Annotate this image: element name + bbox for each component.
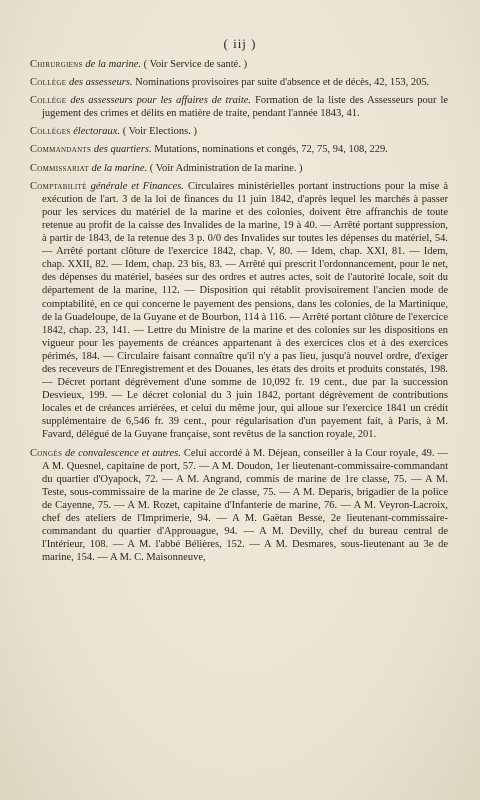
entry-heading: Colléges: [30, 126, 71, 138]
entry-heading: Commissariat: [30, 162, 89, 174]
entry-qualifier: des quartiers.: [93, 144, 152, 156]
entry-qualifier: de convalescence et autres.: [65, 447, 181, 459]
index-entry: [30, 76, 448, 89]
entry-qualifier: générale et Finances.: [90, 180, 184, 192]
entry-heading: Comptabilité: [30, 180, 87, 192]
index-entry: [30, 94, 448, 120]
entry-body: ( Voir Elections. ): [122, 126, 197, 138]
entry-qualifier: des assesseurs pour les affaires de traite.: [70, 95, 252, 107]
index-entry: [30, 447, 448, 565]
page-number: ( iij ): [223, 36, 257, 51]
entry-qualifier: de la marine.: [91, 162, 148, 174]
entry-heading: Collége: [30, 77, 67, 89]
entry-heading: Collége: [30, 95, 67, 107]
entry-qualifier: de la marine.: [85, 59, 142, 70]
entry-body: Mutations, nominations et congés, 72, 75, 94, 108, 229.: [154, 144, 388, 156]
index-entry: [30, 162, 448, 175]
entry-body: Nominations provisoires par suite d'absence et de décès, 42, 153, 205.: [135, 77, 430, 89]
index-entry: [30, 125, 448, 138]
entry-body: Celui accordé à M. Déjean, conseiller à la Cour royale, 49. — A M. Quesnel, capitaine de port, 57. — A M. Doudon, 1er lieutenant-commissaire-commandant du quartier d'Oyapock, 72. — A M. Angrand, commis de marine de 1re classe, 75. — A M. Teste, sous-commissaire de la marine de 2e classe, 75. — A M. Deparis, brigadier de la police de Cayenne, 75. — A M. Rozet, capitaine d'Infanterie de marine, 76. — A M. Veyron-Lacroix, chef des ateliers de l'Imprimerie, 94. — A M. Gaëtan Besse, 2e lieutenant-commissaire-commandant du quartier d'Approuague, 94. — A M. Devilly, chef du bureau central de l'Intérieur, 108. — A M. l'abbé Bélières, 152. — A M. Desmares, sous-lieutenant au 3e de marine, 154. — A M. C. Maisonneuve,: [42, 447, 449, 564]
index-entry: [30, 143, 448, 156]
entry-qualifier: électoraux.: [73, 126, 121, 138]
entry-heading: Commandants: [30, 144, 92, 156]
entry-heading: Congés: [30, 447, 63, 459]
entry-heading: Chirurgiens: [30, 59, 83, 70]
entry-body: ( Voir Service de santé. ): [143, 59, 248, 70]
index-content: [30, 58, 448, 569]
index-entry: [30, 180, 448, 442]
index-entry: [30, 58, 448, 71]
entry-body: ( Voir Administration de la marine. ): [149, 162, 303, 174]
entry-body: Formation de la liste des Assesseurs pour le jugement des crimes et délits en matière de traite, pendant l'année 1843, 41.: [42, 95, 449, 120]
entry-qualifier: des assesseurs.: [68, 77, 133, 89]
entry-body: Circulaires ministérielles portant instructions pour la mise à exécution de l'art. 3 de la loi de finances du 11 juin 1842, d'après lequel les marchés à passer pour les services du matériel de la marine et des colonies, doivent être affranchis de toute retenue au profit de la caisse des Invalides de la marine, 19 à 40. — Arrêté portant suppression, à partir de 1843, de la retenue des 3 p. 0/0 des Invalides sur toutes les dépenses du matériel, 54. — Arrêté portant clôture de l'exercice 1842, chap. V, 80. — Idem, chap. XXI, 81. — Idem, chap. XXII, 82. — Idem, chap. 23 bis, 83. — Arrêté qui prescrit l'ordonnancement, pour le net, des dépenses du matériel, basées sur des ordres et autres actes, soit de l'autorité locale, soit du département de la marine, 112. — Disposition qui rétablit provisoirement l'ancien mode de comptabilité, en ce qui concerne le payement des pensions, dans les colonies, de la Martinique, de la Guadeloupe, de la Guyane et de Bourbon, 114 à 116. — Arrêté portant clôture de l'exercice 1842, chap. 23, 141. — Lettre du Ministre de la marine et des colonies sur les dispositions en vigueur pour les payements de créances appartenant à des exercices clos et à des exercices périmés, 184. — Circulaire faisant connaître qu'il n'y a pas lieu, jusqu'à nouvel ordre, d'exiger des receveurs de l'Enregistrement et des Douanes, les états des droits et produits constatés, 198. — Décret portant dégrèvement d'une somme de 10,092 fr. 19 cent., due par la succession Desvieux, 199. — Le décret colonial du 3 juin 1842, portant dégrèvement de contributions locales et de créances arriérées, et celui du même jour, qui alloue sur l'exercice 1841 un crédit supplémentaire de 6,546 fr. 39 cent., pour régularisation d'un payement fait, à Paris, à M. Favard, délégué de la Guyane française, sont revêtus de la sanction royale, 201.: [42, 180, 448, 441]
